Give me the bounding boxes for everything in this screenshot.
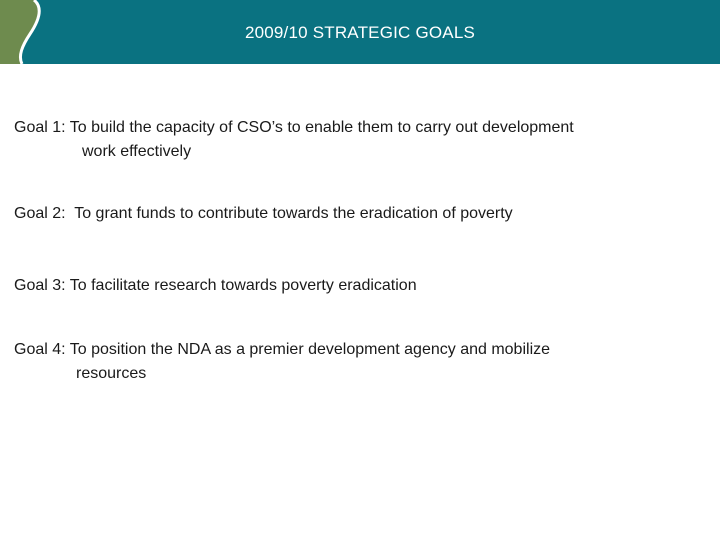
goal-item bbox=[14, 116, 704, 164]
title-banner bbox=[0, 0, 720, 64]
goal-text: To facilitate research towards poverty eradication bbox=[65, 277, 417, 294]
goal-text: To build the capacity of CSO’s to enable them to carry out development bbox=[65, 119, 574, 136]
goal-text-continuation: resources bbox=[76, 365, 147, 382]
goal-label: Goal 4: bbox=[14, 341, 66, 358]
goal-text: To position the NDA as a premier development agency and mobilize bbox=[65, 341, 551, 358]
goal-item bbox=[14, 202, 704, 226]
goal-item bbox=[14, 338, 704, 386]
goal-item bbox=[14, 274, 704, 298]
goal-label: Goal 2: bbox=[14, 205, 66, 222]
goal-label: Goal 3: bbox=[14, 277, 66, 294]
slide-title: 2009/10 STRATEGIC GOALS bbox=[244, 23, 476, 42]
goal-label: Goal 1: bbox=[14, 119, 66, 136]
goal-text-continuation: work effectively bbox=[82, 143, 192, 160]
goal-text: To grant funds to contribute towards the eradication of poverty bbox=[65, 205, 513, 222]
